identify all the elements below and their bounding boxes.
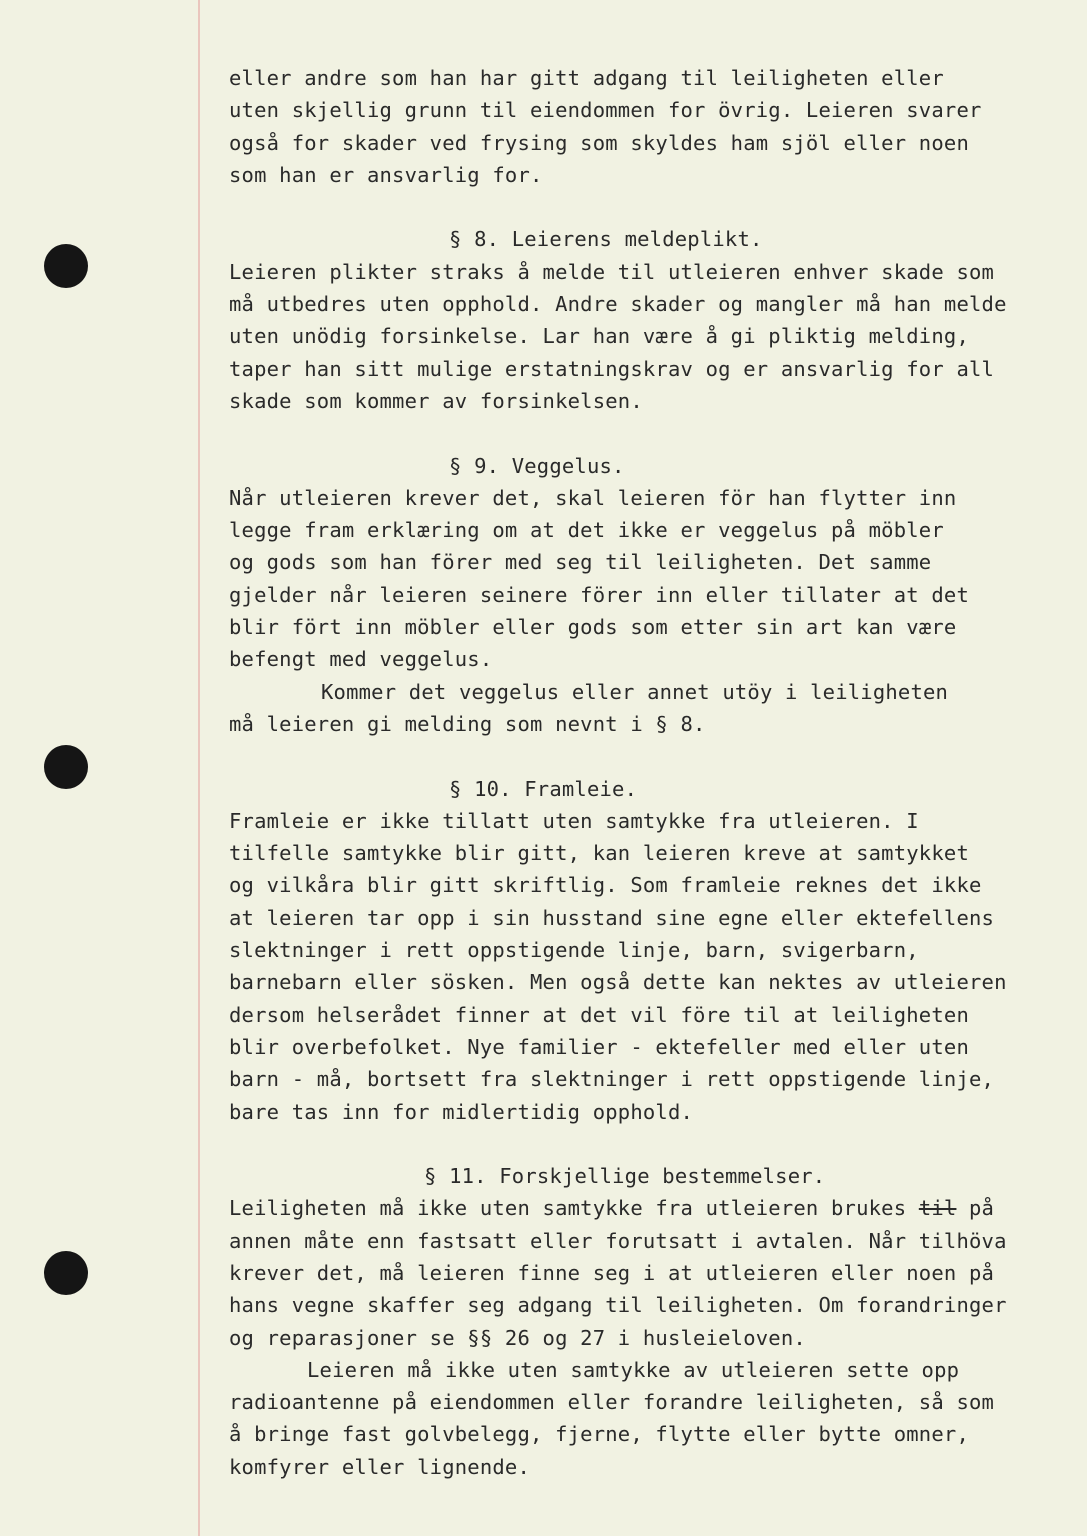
text-line: skade som kommer av forsinkelsen. xyxy=(229,388,643,413)
text-line: gjelder når leieren seinere förer inn eller tillater at det xyxy=(229,582,969,607)
text-line: eller andre som han har gitt adgang til leiligheten eller xyxy=(229,66,944,90)
text-line: befengt med veggelus. xyxy=(229,647,493,672)
text-line: barn - må, bortsett fra slektninger i rett oppstigende linje, xyxy=(229,1067,995,1092)
spacer xyxy=(229,417,1059,449)
text-line xyxy=(229,1192,1059,1224)
document-body xyxy=(229,62,1059,1483)
text-line: blir overbefolket. Nye familier - ektefeller med eller uten xyxy=(229,1034,969,1059)
text-line: barnebarn eller sösken. Men også dette kan nektes av utleieren xyxy=(229,970,1007,995)
paragraph-7-tail xyxy=(229,62,1059,191)
text-line: og gods som han förer med seg til leiligheten. Det samme xyxy=(229,550,932,575)
text-line: at leieren tar opp i sin husstand sine egne eller ektefellens xyxy=(229,905,995,930)
text-line: og reparasjoner se §§ 26 og 27 i husleieloven. xyxy=(229,1325,806,1350)
section-heading: § 10. Framleie. xyxy=(449,776,638,801)
section-10 xyxy=(229,773,1059,1128)
text-line: slektninger i rett oppstigende linje, barn, svigerbarn, xyxy=(229,938,919,963)
text-line: taper han sitt mulige erstatningskrav og er ansvarlig for all xyxy=(229,356,995,381)
text-line: annen måte enn fastsatt eller forutsatt i avtalen. Når tilhöva xyxy=(229,1228,1007,1253)
text-line: krever det, må leieren finne seg i at utleieren eller noen på xyxy=(229,1260,995,1285)
text-line: dersom helserådet finner at det vil före til at leiligheten xyxy=(229,1002,969,1027)
section-9 xyxy=(229,450,1059,741)
text-line: å bringe fast golvbelegg, fjerne, flytte eller bytte omner, xyxy=(229,1422,969,1447)
text-line: Leieren plikter straks å melde til utleieren enhver skade som xyxy=(229,259,995,284)
text-line: tilfelle samtykke blir gitt, kan leieren kreve at samtykket xyxy=(229,841,969,866)
text-line: Framleie er ikke tillatt uten samtykke fra utleieren. I xyxy=(229,808,919,833)
struck-word: til xyxy=(918,1196,957,1221)
spacer xyxy=(229,740,1059,772)
section-heading: § 8. Leierens meldeplikt. xyxy=(449,227,763,252)
text-line: radioantenne på eiendommen eller forandre leiligheten, så som xyxy=(229,1390,995,1415)
text-fragment: på xyxy=(956,1196,995,1221)
margin-line xyxy=(198,0,200,1536)
text-line: uten unödig forsinkelse. Lar han være å gi pliktig melding, xyxy=(229,324,969,349)
text-line: også for skader ved frysing som skyldes ham sjöl eller noen xyxy=(229,130,969,155)
spacer xyxy=(229,191,1059,223)
text-fragment: Leiligheten må ikke uten samtykke fra utleieren brukes xyxy=(229,1196,919,1221)
section-11 xyxy=(229,1160,1059,1483)
spacer xyxy=(229,1128,1059,1160)
punch-hole-bottom xyxy=(44,1251,88,1295)
section-heading: § 11. Forskjellige bestemmelser. xyxy=(424,1164,826,1189)
text-line: og vilkåra blir gitt skriftlig. Som framleie reknes det ikke xyxy=(229,873,982,898)
text-line: Leieren må ikke uten samtykke av utleieren sette opp xyxy=(307,1357,960,1382)
punch-hole-top xyxy=(44,244,88,288)
punch-hole-middle xyxy=(44,745,88,789)
text-line: legge fram erklæring om at det ikke er veggelus på möbler xyxy=(229,518,944,543)
text-line: Når utleieren krever det, skal leieren för han flytter inn xyxy=(229,485,957,510)
section-heading: § 9. Veggelus. xyxy=(449,453,625,478)
text-line: hans vegne skaffer seg adgang til leiligheten. Om forandringer xyxy=(229,1293,1007,1318)
text-line: må utbedres uten opphold. Andre skader og mangler må han melde xyxy=(229,292,1007,317)
text-line: som han er ansvarlig for. xyxy=(229,162,543,187)
text-line: komfyrer eller lignende. xyxy=(229,1454,531,1479)
text-line: må leieren gi melding som nevnt i § 8. xyxy=(229,711,706,736)
text-line: uten skjellig grunn til eiendommen for övrig. Leieren svarer xyxy=(229,98,982,123)
text-line: blir fört inn möbler eller gods som etter sin art kan være xyxy=(229,615,957,640)
section-8 xyxy=(229,223,1059,417)
text-line: bare tas inn for midlertidig opphold. xyxy=(229,1099,694,1124)
text-line: Kommer det veggelus eller annet utöy i leiligheten xyxy=(321,679,949,704)
